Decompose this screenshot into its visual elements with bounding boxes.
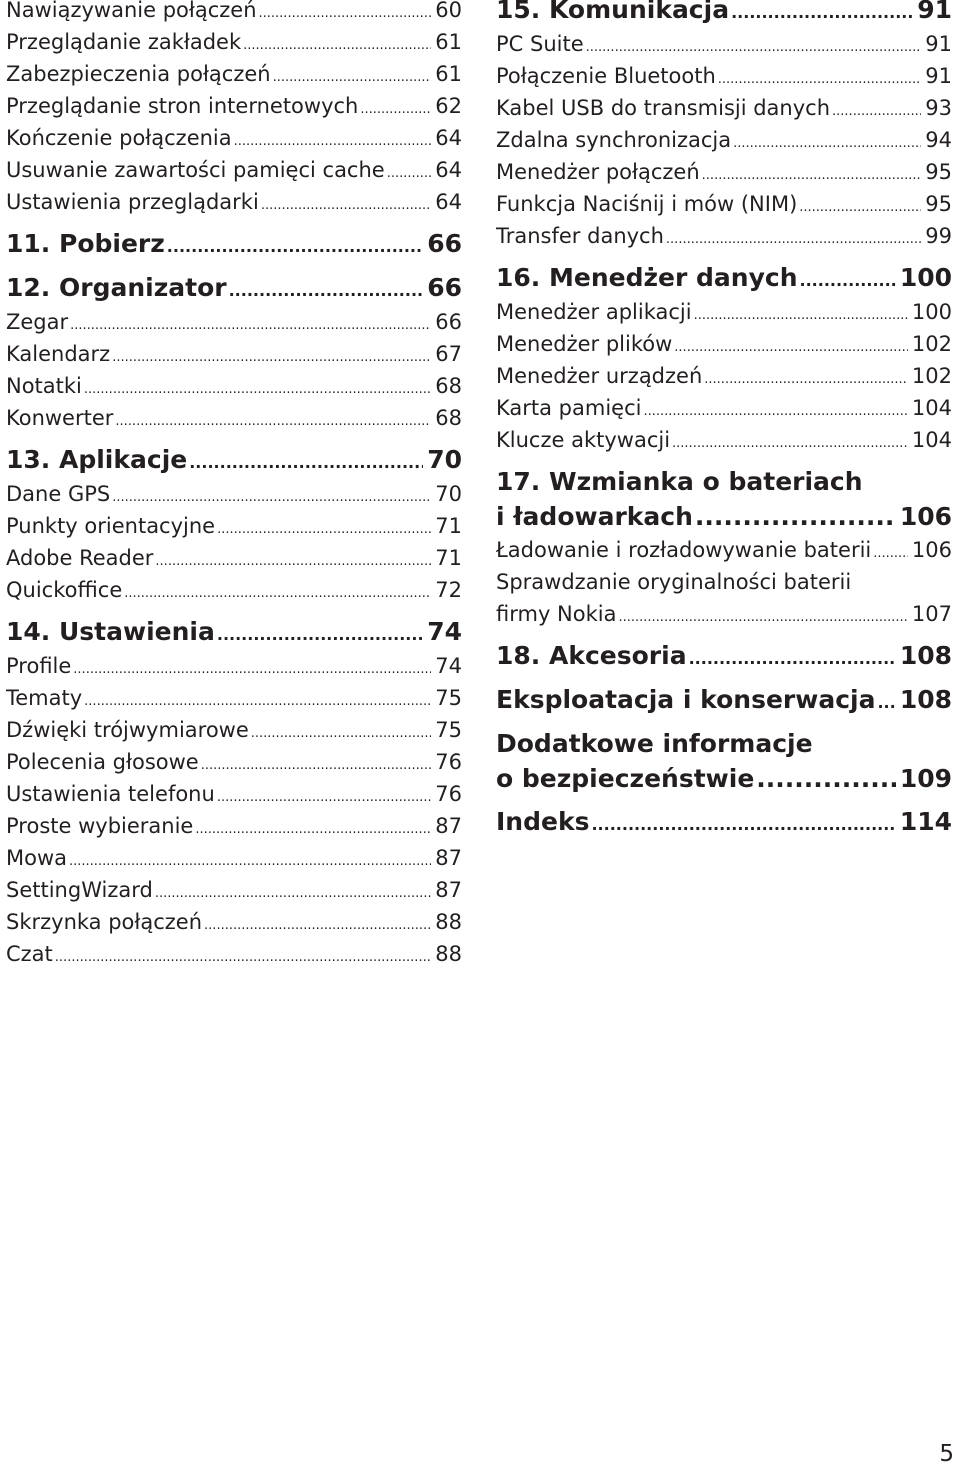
toc-entry-title: 18. Akcesoria <box>496 641 687 670</box>
toc-entry-12-organizator <box>6 270 462 306</box>
toc-entry-title: Mowa <box>6 846 68 870</box>
toc-entry-title: Dźwięki trójwymiarowe <box>6 718 249 742</box>
toc-entry-menedzer-aplikacji <box>496 296 952 328</box>
toc-entry-page: 107 <box>911 602 952 626</box>
toc-entry-title: Zabezpieczenia połączeń <box>6 62 271 86</box>
dot-leader <box>586 32 922 60</box>
toc-entry-eksploatacja-i-konserwacja <box>496 682 952 718</box>
toc-entry-dodatkowe-informacje <box>496 726 952 762</box>
dot-leader <box>702 160 922 188</box>
toc-entry-title: Adobe Reader <box>6 546 154 570</box>
dot-leader <box>704 364 908 392</box>
toc-entry-page: 88 <box>435 942 462 966</box>
toc-entry-page: 91 <box>925 64 952 88</box>
toc-entry-page: 114 <box>899 807 952 836</box>
dot-leader <box>261 190 431 218</box>
dot-leader <box>234 126 432 154</box>
toc-entry-title: Przeglądanie zakładek <box>6 30 242 54</box>
dot-leader <box>799 192 921 220</box>
toc-entry-funkcja-nacisnij-i-mow-nim <box>496 188 952 220</box>
toc-entry-tematy <box>6 682 462 714</box>
toc-entry-title: Profile <box>6 654 72 678</box>
toc-entry-sprawdzanie-oryginalnosci-baterii <box>496 566 952 598</box>
toc-entry-title: Kończenie połączenia <box>6 126 232 150</box>
toc-entry-title: Dane GPS <box>6 482 111 506</box>
toc-entry-title: Eksploatacja i konserwacja <box>496 685 876 714</box>
toc-entry-klucze-aktywacji <box>496 424 952 456</box>
toc-entry-page: 102 <box>911 364 952 388</box>
toc-entry-zdalna-synchronizacja <box>496 124 952 156</box>
toc-entry-title: Menedżer połączeń <box>496 160 700 184</box>
dot-leader <box>832 96 921 124</box>
toc-entry-skrzynka-polaczen <box>6 906 462 938</box>
toc-entry-title: Notatki <box>6 374 82 398</box>
toc-entry-title: o bezpieczeństwie <box>496 764 755 793</box>
toc-entry-page: 75 <box>435 718 462 742</box>
toc-entry-o-bezpieczenstwie <box>496 762 952 796</box>
toc-entry-karta-pamieci <box>496 392 952 424</box>
dot-leader <box>251 718 432 746</box>
toc-entry-quickoffice <box>6 574 462 606</box>
toc-entry-title: Dodatkowe informacje <box>496 729 813 758</box>
toc-entry-punkty-orientacyjne <box>6 510 462 542</box>
toc-entry-title: Sprawdzanie oryginalności baterii <box>496 570 852 594</box>
toc-entry-title: Kabel USB do transmisji danych <box>496 96 831 120</box>
dot-leader <box>84 686 431 714</box>
toc-entry-title: Funkcja Naciśnij i mów (NIM) <box>496 192 798 216</box>
toc-entry-page: 106 <box>899 502 952 531</box>
toc-entry-settingwizard <box>6 874 462 906</box>
toc-entry-page: 76 <box>435 750 462 774</box>
toc-entry-title: Quickoffice <box>6 578 123 602</box>
dot-leader <box>204 910 431 938</box>
toc-entry-title: firmy Nokia <box>496 602 617 626</box>
toc-entry-page: 106 <box>911 538 952 562</box>
toc-entry-page: 67 <box>435 342 462 366</box>
toc-entry-ustawienia-telefonu <box>6 778 462 810</box>
toc-entry-pc-suite <box>496 28 952 60</box>
toc-entry-page: 93 <box>925 96 952 120</box>
dot-leader <box>360 94 431 122</box>
toc-entry-mowa <box>6 842 462 874</box>
toc-entry-page: 74 <box>435 654 462 678</box>
toc-entry-page: 99 <box>925 224 952 248</box>
toc-entry-page: 91 <box>917 0 952 24</box>
toc-entry-notatki <box>6 370 462 402</box>
toc-entry-usuwanie-zawartosci-pamieci-cache <box>6 154 462 186</box>
toc-entry-title: Tematy <box>6 686 83 710</box>
toc-entry-page: 109 <box>899 764 952 793</box>
toc-entry-czat <box>6 938 462 970</box>
toc-entry-16-menedzer-danych <box>496 260 952 296</box>
toc-entry-title: Punkty orientacyjne <box>6 514 216 538</box>
toc-entry-page: 66 <box>427 229 462 258</box>
dot-leader <box>800 263 896 296</box>
toc-entry-title: 14. Ustawienia <box>6 617 215 646</box>
toc-entry-title: PC Suite <box>496 32 584 56</box>
toc-entry-transfer-danych <box>496 220 952 252</box>
toc-entry-page: 71 <box>435 546 462 570</box>
toc-entry-title: Konwerter <box>6 406 114 430</box>
dot-leader <box>733 128 921 156</box>
dot-leader <box>243 30 431 58</box>
dot-leader <box>387 158 432 186</box>
dot-leader <box>689 641 896 674</box>
dot-leader <box>877 685 895 718</box>
dot-leader <box>112 342 431 370</box>
toc-entry-title: Czat <box>6 942 53 966</box>
toc-entry-page: 60 <box>435 0 462 22</box>
toc-entry-17-wzmianka-o-bateriach <box>496 464 952 500</box>
toc-entry-title: Menedżer aplikacji <box>496 300 692 324</box>
toc-entry-title: Karta pamięci <box>496 396 642 420</box>
toc-entry-page: 70 <box>427 445 462 474</box>
page-number: 5 <box>939 1441 954 1467</box>
toc-entry-page: 100 <box>899 263 952 292</box>
toc-entry-page: 94 <box>925 128 952 152</box>
toc-entry-title: 13. Aplikacje <box>6 445 188 474</box>
toc-entry-title: Ustawienia telefonu <box>6 782 215 806</box>
toc-entry-title: i ładowarkach <box>496 502 693 531</box>
dot-leader <box>674 332 908 360</box>
toc-entry-page: 102 <box>911 332 952 356</box>
toc-entry-page: 64 <box>435 190 462 214</box>
toc-entry-title: Polecenia głosowe <box>6 750 199 774</box>
toc-entry-indeks <box>496 804 952 840</box>
toc-entry-page: 100 <box>911 300 952 324</box>
toc-entry-page: 95 <box>925 192 952 216</box>
dot-leader <box>666 224 921 252</box>
dot-leader <box>124 578 431 606</box>
dot-leader <box>217 782 431 810</box>
toc-entry-title: Przeglądanie stron internetowych <box>6 94 359 118</box>
toc-entry-page: 70 <box>435 482 462 506</box>
toc-entry-title: 15. Komunikacja <box>496 0 730 24</box>
dot-leader <box>167 229 423 262</box>
toc-entry-14-ustawienia <box>6 614 462 650</box>
toc-entry-przegladanie-zakladek <box>6 26 462 58</box>
dot-leader <box>84 374 431 402</box>
toc-entry-title: Proste wybieranie <box>6 814 194 838</box>
toc-entry-page: 108 <box>899 641 952 670</box>
toc-entry-dane-gps <box>6 478 462 510</box>
toc-entry-page: 88 <box>435 910 462 934</box>
toc-entry-kabel-usb-do-transmisji-danych <box>496 92 952 124</box>
dot-leader <box>201 750 432 778</box>
toc-entry-11-pobierz <box>6 226 462 262</box>
dot-leader <box>55 942 431 970</box>
toc-entry-page: 72 <box>435 578 462 602</box>
toc-entry-title: Indeks <box>496 807 590 836</box>
dot-leader <box>189 445 423 478</box>
dot-leader <box>69 846 431 874</box>
toc-entry-dzwieki-trojwymiarowe <box>6 714 462 746</box>
dot-leader <box>873 538 908 566</box>
toc-entry-page: 76 <box>435 782 462 806</box>
dot-leader <box>155 878 431 906</box>
toc-entry-title: Menedżer urządzeń <box>496 364 703 388</box>
toc-entry-page: 95 <box>925 160 952 184</box>
toc-entry-ustawienia-przegladarki <box>6 186 462 218</box>
dot-leader <box>229 273 424 306</box>
dot-leader <box>695 500 896 534</box>
toc-entry-firmy-nokia <box>496 598 952 630</box>
toc-entry-zegar <box>6 306 462 338</box>
toc-entry-title: SettingWizard <box>6 878 153 902</box>
toc-entry-menedzer-polaczen <box>496 156 952 188</box>
dot-leader <box>259 0 432 26</box>
toc-entry-polecenia-glosowe <box>6 746 462 778</box>
dot-leader <box>217 514 431 542</box>
toc-entry-page: 64 <box>435 158 462 182</box>
toc-entry-title: 16. Menedżer danych <box>496 263 798 292</box>
dot-leader <box>195 814 431 842</box>
toc-entry-profile <box>6 650 462 682</box>
toc-left-column <box>6 0 462 970</box>
toc-entry-title: Ustawienia przeglądarki <box>6 190 259 214</box>
dot-leader <box>672 428 908 456</box>
toc-entry-zabezpieczenia-polaczen <box>6 58 462 90</box>
toc-entry-title: Kalendarz <box>6 342 111 366</box>
dot-leader <box>155 546 431 574</box>
toc-entry-kalendarz <box>6 338 462 370</box>
toc-entry-18-akcesoria <box>496 638 952 674</box>
toc-entry-konwerter <box>6 402 462 434</box>
toc-entry-menedzer-urzadzen <box>496 360 952 392</box>
toc-entry-title: 12. Organizator <box>6 273 227 302</box>
toc-entry-page: 87 <box>435 846 462 870</box>
toc-entry-title: 11. Pobierz <box>6 229 165 258</box>
toc-entry-title: Ładowanie i rozładowywanie baterii <box>496 538 872 562</box>
toc-entry-proste-wybieranie <box>6 810 462 842</box>
dot-leader <box>643 396 907 424</box>
toc-entry-page: 61 <box>435 30 462 54</box>
toc-entry-title: Menedżer plików <box>496 332 673 356</box>
toc-entry-adobe-reader <box>6 542 462 574</box>
toc-entry-nawiazywanie-polaczen <box>6 0 462 26</box>
toc-entry-page: 61 <box>435 62 462 86</box>
toc-entry-ladowanie-i-rozladowywanie-baterii <box>496 534 952 566</box>
toc-entry-page: 75 <box>435 686 462 710</box>
dot-leader <box>694 300 908 328</box>
toc-entry-page: 62 <box>435 94 462 118</box>
toc-entry-title: Nawiązywanie połączeń <box>6 0 257 22</box>
dot-leader <box>718 64 921 92</box>
dot-leader <box>112 482 431 510</box>
dot-leader <box>591 807 895 840</box>
toc-entry-title: 17. Wzmianka o bateriach <box>496 467 863 496</box>
toc-entry-title: Klucze aktywacji <box>496 428 671 452</box>
toc-entry-15-komunikacja <box>496 0 952 28</box>
toc-entry-page: 74 <box>427 617 462 646</box>
toc-entry-title: Transfer danych <box>496 224 664 248</box>
toc-entry-page: 104 <box>911 396 952 420</box>
toc-entry-page: 66 <box>435 310 462 334</box>
dot-leader <box>731 0 913 28</box>
toc-entry-konczenie-polaczenia <box>6 122 462 154</box>
toc-entry-page: 91 <box>925 32 952 56</box>
dot-leader <box>217 617 423 650</box>
toc-entry-title: Usuwanie zawartości pamięci cache <box>6 158 385 182</box>
toc-entry-page: 68 <box>435 374 462 398</box>
toc-entry-page: 87 <box>435 814 462 838</box>
toc-entry-title: Skrzynka połączeń <box>6 910 203 934</box>
toc-entry-page: 66 <box>427 273 462 302</box>
dot-leader <box>618 602 907 630</box>
dot-leader <box>70 310 431 338</box>
toc-entry-page: 87 <box>435 878 462 902</box>
dot-leader <box>115 406 431 434</box>
toc-entry-title: Zegar <box>6 310 69 334</box>
toc-entry-page: 64 <box>435 126 462 150</box>
toc-entry-13-aplikacje <box>6 442 462 478</box>
dot-leader <box>756 762 896 796</box>
dot-leader <box>73 654 431 682</box>
toc-entry-page: 68 <box>435 406 462 430</box>
toc-entry-page: 108 <box>899 685 952 714</box>
dot-leader <box>273 62 432 90</box>
toc-entry-przegladanie-stron-internetowych <box>6 90 462 122</box>
toc-entry-title: Połączenie Bluetooth <box>496 64 716 88</box>
toc-entry-i-ladowarkach <box>496 500 952 534</box>
toc-entry-polaczenie-bluetooth <box>496 60 952 92</box>
toc-entry-page: 71 <box>435 514 462 538</box>
toc-entry-menedzer-plikow <box>496 328 952 360</box>
toc-right-column <box>496 0 952 840</box>
toc-entry-title: Zdalna synchronizacja <box>496 128 732 152</box>
toc-entry-page: 104 <box>911 428 952 452</box>
